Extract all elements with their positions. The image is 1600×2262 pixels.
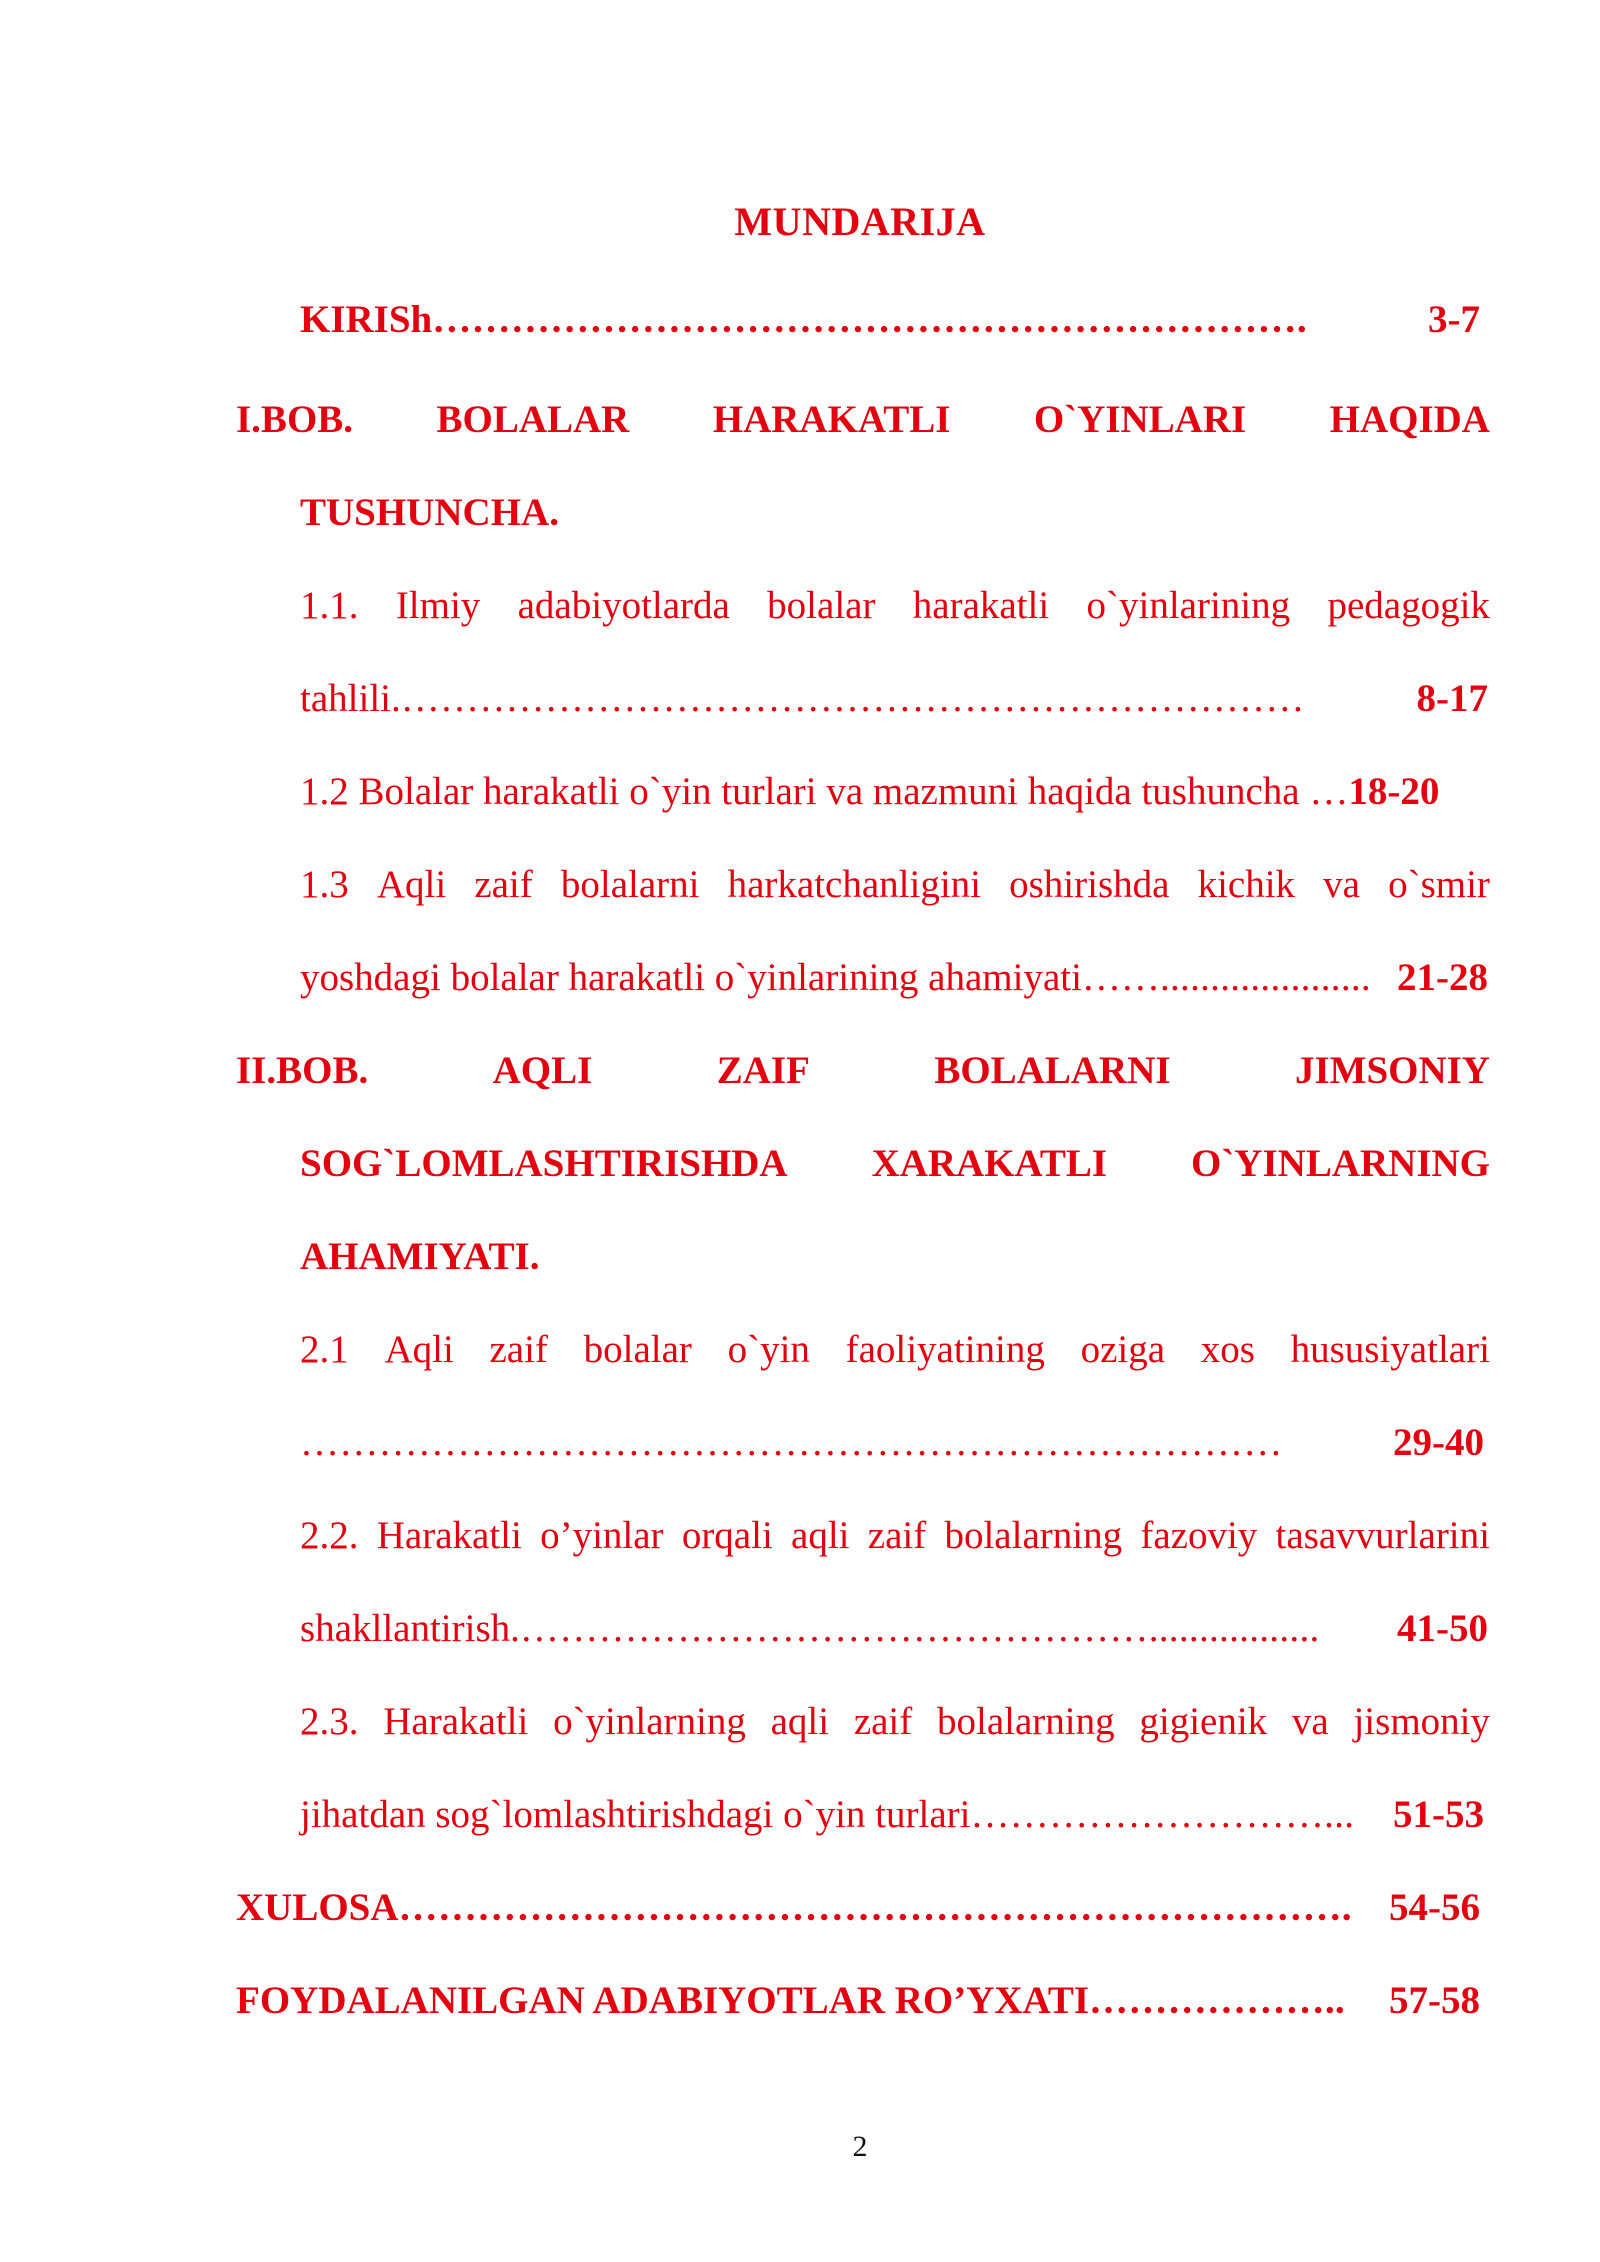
section-word: orqali	[681, 1514, 773, 1557]
section-word: 2.3.	[300, 1700, 359, 1743]
toc-section-1-1-line2[interactable]	[300, 669, 1488, 729]
section-word: bolalar	[767, 584, 876, 627]
section-word: zaif	[853, 1700, 913, 1743]
section-text: 1.2 Bolalar harakatli o`yin turlari va mazmuni haqida tushuncha …	[300, 770, 1349, 813]
toc-section-2-1-line2[interactable]	[300, 1413, 1484, 1473]
section-word: Aqli	[376, 863, 447, 906]
toc-section-1-3-line2[interactable]	[300, 948, 1488, 1008]
toc-entry-label: XULOSA	[236, 1886, 399, 1929]
toc-entry-pages: 54-56	[1389, 1886, 1480, 1929]
toc-entry-pages: 57-58	[1389, 1979, 1480, 2022]
page-number: 2	[852, 2130, 868, 2163]
section-word: Harakatli	[376, 1514, 522, 1557]
section-word: gigienik	[1139, 1700, 1268, 1743]
section-text: tahlili.	[300, 677, 401, 720]
heading-word: JIMSONIY	[1294, 1049, 1490, 1092]
toc-leader-dots: ………………………………………….................	[519, 1607, 1320, 1650]
toc-leader-dots: ………………..	[1089, 1979, 1345, 2022]
section-word: kichik	[1197, 863, 1296, 906]
heading-word: O`YINLARI	[1033, 398, 1247, 441]
toc-chapter-1-heading[interactable]	[236, 390, 1490, 450]
heading-word: O`YINLARNING	[1190, 1142, 1490, 1185]
toc-section-1-3-line1[interactable]	[300, 855, 1490, 915]
section-word: fazoviy	[1140, 1514, 1258, 1557]
heading-word: BOLALAR	[436, 398, 630, 441]
toc-section-2-2-line2[interactable]	[300, 1599, 1488, 1659]
toc-section-2-2-line1[interactable]	[300, 1506, 1490, 1566]
section-word: oshirishda	[1009, 863, 1170, 906]
section-word: hususiyatlari	[1290, 1328, 1490, 1371]
heading-word: HAQIDA	[1329, 398, 1490, 441]
toc-entry-references[interactable]	[236, 1971, 1480, 2031]
section-word: tasavvurlarini	[1275, 1514, 1490, 1557]
toc-leader-dots: ………………………………………………………….	[432, 298, 1307, 341]
section-word: o`yinlarining	[1086, 584, 1291, 627]
toc-entry-label: KIRISh	[300, 298, 433, 341]
section-word: Aqli	[384, 1328, 454, 1371]
section-word: o`yinlarning	[553, 1700, 746, 1743]
toc-leader-dots: ………………………...	[970, 1793, 1355, 1836]
section-word: bolalarning	[937, 1700, 1115, 1743]
section-word: zaif	[474, 863, 533, 906]
toc-entry-pages: 3-7	[1428, 298, 1480, 341]
section-word: xos	[1200, 1328, 1255, 1371]
section-word: harakatli	[912, 584, 1050, 627]
section-word: o`smir	[1388, 863, 1490, 906]
toc-chapter-2-heading-cont	[300, 1134, 1490, 1194]
toc-leader-dots: ……………………………………………………………	[400, 677, 1305, 720]
toc-section-2-3-line2[interactable]	[300, 1785, 1484, 1845]
toc-leader-dots: .....................	[1159, 956, 1371, 999]
toc-entry-kirish[interactable]	[300, 290, 1480, 350]
section-word: zaif	[489, 1328, 548, 1371]
section-word: va	[1323, 863, 1360, 906]
section-word: jismoniy	[1353, 1700, 1490, 1743]
heading-word: I.BOB.	[236, 398, 354, 441]
toc-section-1-2[interactable]	[300, 762, 1480, 822]
heading-word: XARAKATLI	[871, 1142, 1108, 1185]
section-word: adabiyotlarda	[517, 584, 730, 627]
section-word: faoliyatining	[845, 1328, 1045, 1371]
toc-leader-dots: ……………………………………………………………….	[398, 1886, 1352, 1929]
toc-title: MUNDARIJA	[734, 199, 986, 244]
toc-entry-pages: 29-40	[1393, 1421, 1484, 1464]
toc-chapter-2-heading-cont2: AHAMIYATI.	[300, 1235, 540, 1278]
section-word: aqli	[770, 1700, 830, 1743]
section-word: bolalarni	[560, 863, 700, 906]
toc-entry-pages: 41-50	[1397, 1607, 1488, 1650]
section-text: yoshdagi bolalar harakatli o`yinlarining ahamiyati……	[300, 956, 1160, 999]
section-word: Ilmiy	[395, 584, 481, 627]
section-word: 2.1	[300, 1328, 349, 1371]
toc-section-1-1-line1[interactable]	[300, 576, 1490, 636]
section-word: aqli	[791, 1514, 850, 1557]
toc-chapter-1-heading-cont: TUSHUNCHA.	[300, 491, 559, 534]
toc-entry-pages: 18-20	[1348, 770, 1440, 813]
section-word: 1.3	[300, 863, 349, 906]
section-word: 1.1.	[300, 584, 359, 627]
heading-word: HARAKATLI	[712, 398, 951, 441]
heading-word: BOLALARNI	[934, 1049, 1171, 1092]
heading-word: II.BOB.	[236, 1049, 369, 1092]
toc-entry-pages: 51-53	[1393, 1793, 1484, 1836]
section-word: 2.2.	[300, 1514, 359, 1557]
section-word: va	[1291, 1700, 1329, 1743]
heading-word: AQLI	[492, 1049, 593, 1092]
section-word: o’yinlar	[540, 1514, 664, 1557]
section-word: bolalar	[583, 1328, 692, 1371]
toc-chapter-2-heading[interactable]	[236, 1041, 1490, 1101]
toc-entry-pages: 21-28	[1397, 956, 1488, 999]
section-word: pedagogik	[1327, 584, 1490, 627]
toc-entry-label: FOYDALANILGAN ADABIYOTLAR RO’YXATI	[236, 1979, 1090, 2022]
section-word: bolalarning	[944, 1514, 1123, 1557]
toc-section-2-1-line1[interactable]	[300, 1320, 1490, 1380]
heading-word: ZAIF	[716, 1049, 810, 1092]
toc-entry-xulosa[interactable]	[236, 1878, 1480, 1938]
toc-entry-pages: 8-17	[1416, 677, 1488, 720]
section-word: oziga	[1080, 1328, 1166, 1371]
section-word: Harakatli	[383, 1700, 529, 1743]
toc-section-2-3-line1[interactable]	[300, 1692, 1490, 1752]
section-text: shakllantirish.	[300, 1607, 520, 1650]
section-word: zaif	[867, 1514, 927, 1557]
section-word: harkatchanligini	[727, 863, 982, 906]
section-text: jihatdan sog`lomlashtirishdagi o`yin turlari	[300, 1793, 971, 1836]
heading-word: SOG`LOMLASHTIRISHDA	[300, 1142, 788, 1185]
section-word: o`yin	[727, 1328, 810, 1371]
toc-leader-dots: …………………………………………………………………	[300, 1421, 1283, 1464]
